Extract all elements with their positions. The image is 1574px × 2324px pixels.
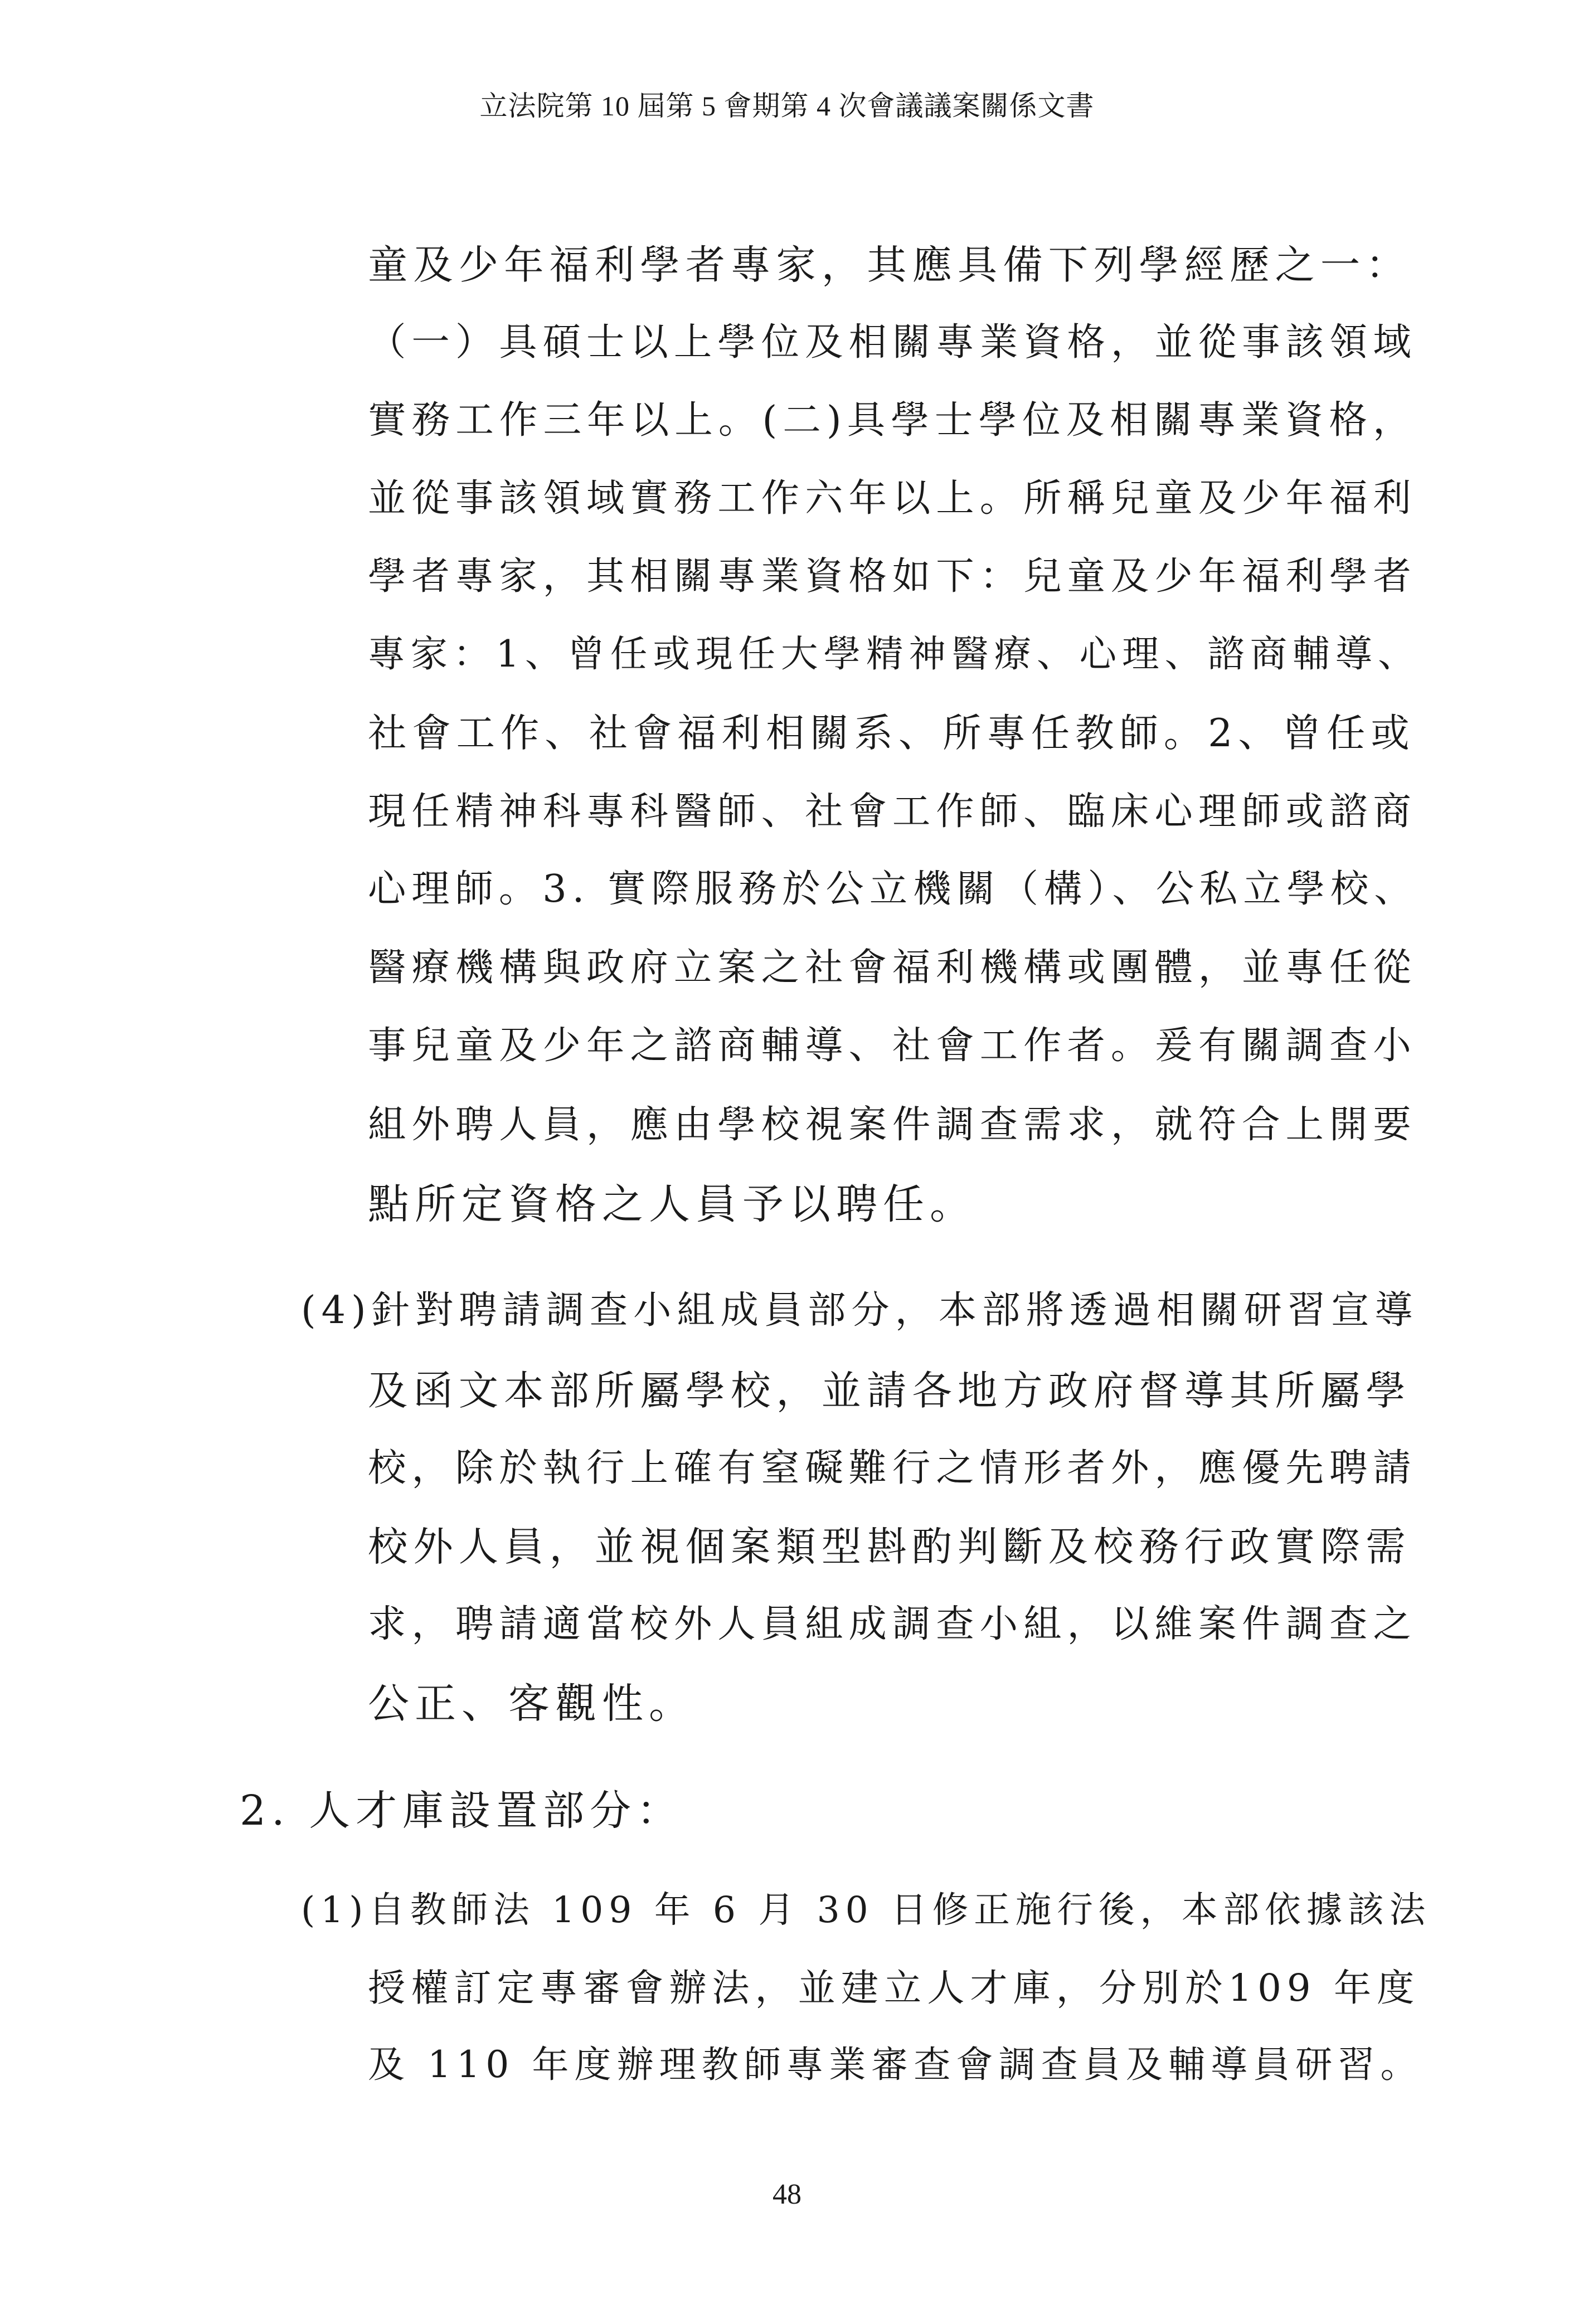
section-heading: 2. 人才庫設置部分： (240, 1787, 684, 1835)
page-number: 48 (773, 2179, 801, 2210)
text-line: 組外聘人員，應由學校視案件調查需求，就符合上開要 (368, 1102, 1417, 1147)
text-line: 點所定資格之人員予以聘任。 (368, 1180, 977, 1228)
text-line: 公正、客觀性。 (368, 1680, 696, 1728)
text-line: 心理師。3. 實際服務於公立機關（構）、公私立學校、 (368, 867, 1418, 911)
text-line: 實務工作三年以上。(二)具學士學位及相關專業資格， (368, 398, 1417, 443)
document-header: 立法院第 10 屆第 5 會期第 4 次會議議案關係文書 (479, 90, 1095, 121)
text-line: 事兒童及少年之諮商輔導、社會工作者。爰有關調查小 (368, 1023, 1417, 1068)
text-line: 校外人員，並視個案類型斟酌判斷及校務行政實際需 (368, 1524, 1411, 1570)
text-line: 專家：1、曾任或現任大學精神醫療、心理、諮商輔導、 (368, 632, 1421, 675)
text-line: （一）具碩士以上學位及相關專業資格，並從事該領域 (368, 320, 1417, 364)
text-line: 醫療機構與政府立案之社會福利機構或團體，並專任從 (368, 945, 1417, 990)
text-line: 校，除於執行上確有窒礙難行之情形者外，應優先聘請 (368, 1446, 1417, 1490)
text-line: 授權訂定專審會辦法，並建立人才庫，分別於109 年度 (368, 1966, 1420, 2010)
text-line: 童及少年福利學者專家，其應具備下列學經歷之一： (368, 242, 1411, 288)
text-line: 社會工作、社會福利相關系、所專任教師。2、曾任或 (368, 711, 1415, 756)
text-line: (1)自教師法 109 年 6 月 30 日修正施行後，本部依據該法 (301, 1889, 1431, 1931)
text-line: 現任精神科專科醫師、社會工作師、臨床心理師或諮商 (368, 789, 1417, 834)
text-line: 及 110 年度辦理教師專業審查會調查員及輔導員研習。 (368, 2043, 1423, 2086)
text-line: 求，聘請適當校外人員組成調查小組，以維案件調查之 (368, 1602, 1417, 1646)
text-line: (4)針對聘請調查小組成員部分，本部將透過相關研習宣導 (301, 1289, 1418, 1333)
text-line: 學者專家，其相關專業資格如下：兒童及少年福利學者 (368, 554, 1417, 599)
text-line: 並從事該領域實務工作六年以上。所稱兒童及少年福利 (368, 476, 1417, 521)
text-line: 及函文本部所屬學校，並請各地方政府督導其所屬學 (368, 1368, 1411, 1414)
